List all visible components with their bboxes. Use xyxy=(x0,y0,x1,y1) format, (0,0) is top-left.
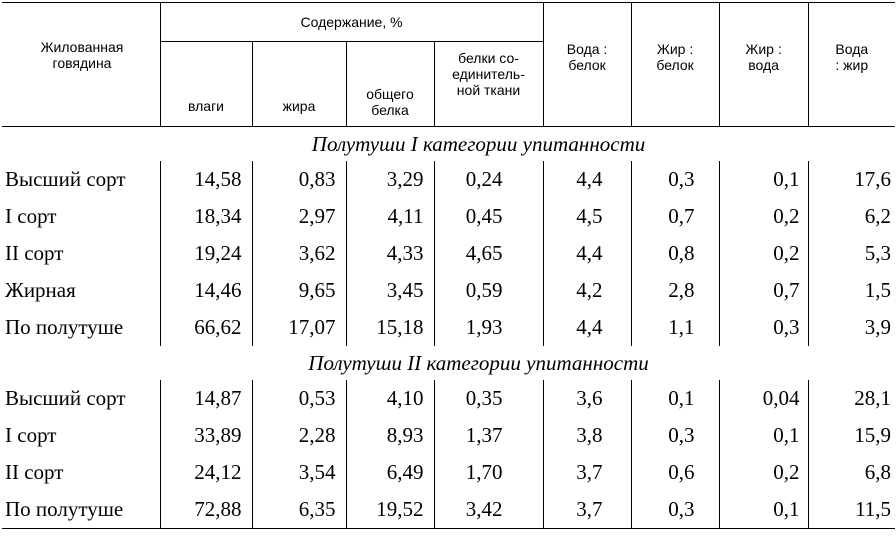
header-moisture: влаги xyxy=(160,42,252,127)
cell-fat: 17,07 xyxy=(252,309,346,346)
cell-water-protein: 4,4 xyxy=(543,235,631,272)
cell-fat-protein: 0,8 xyxy=(631,235,719,272)
composition-table xyxy=(2,2,895,529)
cell-fat-water: 0,2 xyxy=(719,235,808,272)
table-row xyxy=(2,272,895,309)
cell-moisture: 72,88 xyxy=(160,491,252,529)
cell-fat-protein: 0,3 xyxy=(631,161,719,198)
row-name: II сорт xyxy=(5,460,64,484)
table-row xyxy=(2,491,895,529)
section-title: Полутуши I категории упитанности xyxy=(311,131,646,156)
cell-water-protein: 3,7 xyxy=(543,454,631,491)
cell-connective-protein: 1,93 xyxy=(434,309,543,346)
cell-total-protein: 15,18 xyxy=(346,309,434,346)
row-name: Жирная xyxy=(5,278,76,302)
cell-water-protein: 4,5 xyxy=(543,198,631,235)
cell-fat-protein: 1,1 xyxy=(631,309,719,346)
cell-moisture: 14,58 xyxy=(160,161,252,198)
header-fat: жира xyxy=(252,42,346,127)
cell-fat-water: 0,04 xyxy=(719,380,808,417)
section-title: Полутуши II категории упитанности xyxy=(308,350,649,375)
cell-water-fat: 6,2 xyxy=(808,198,895,235)
header-fat-water: Жир : вода xyxy=(719,3,808,127)
cell-water-protein: 3,6 xyxy=(543,380,631,417)
cell-connective-protein: 1,37 xyxy=(434,417,543,454)
cell-fat-protein: 0,7 xyxy=(631,198,719,235)
cell-fat: 2,97 xyxy=(252,198,346,235)
cell-fat: 6,35 xyxy=(252,491,346,529)
cell-water-fat: 3,9 xyxy=(808,309,895,346)
cell-fat-water: 0,1 xyxy=(719,491,808,529)
header-water-protein: Вода : белок xyxy=(543,3,631,127)
cell-connective-protein: 0,45 xyxy=(434,198,543,235)
table-row xyxy=(2,380,895,417)
cell-connective-protein: 0,24 xyxy=(434,161,543,198)
cell-moisture: 24,12 xyxy=(160,454,252,491)
row-name: Высший сорт xyxy=(5,167,126,191)
cell-moisture: 33,89 xyxy=(160,417,252,454)
table-row xyxy=(2,309,895,346)
cell-fat: 0,53 xyxy=(252,380,346,417)
cell-moisture: 66,62 xyxy=(160,309,252,346)
cell-fat-water: 0,3 xyxy=(719,309,808,346)
cell-moisture: 14,87 xyxy=(160,380,252,417)
cell-water-fat: 17,6 xyxy=(808,161,895,198)
header-fat-protein: Жир : белок xyxy=(631,3,719,127)
table-row xyxy=(2,161,895,198)
cell-fat: 2,28 xyxy=(252,417,346,454)
cell-water-fat: 1,5 xyxy=(808,272,895,309)
cell-fat-protein: 0,1 xyxy=(631,380,719,417)
header-total-protein: общего белка xyxy=(346,42,434,127)
cell-moisture: 19,24 xyxy=(160,235,252,272)
row-name: I сорт xyxy=(5,423,57,447)
table-row xyxy=(2,417,895,454)
cell-fat-water: 0,7 xyxy=(719,272,808,309)
cell-fat-protein: 0,3 xyxy=(631,417,719,454)
table-row xyxy=(2,235,895,272)
cell-water-fat: 6,8 xyxy=(808,454,895,491)
cell-moisture: 18,34 xyxy=(160,198,252,235)
cell-water-protein: 4,4 xyxy=(543,309,631,346)
cell-fat-protein: 0,6 xyxy=(631,454,719,491)
cell-water-protein: 4,2 xyxy=(543,272,631,309)
cell-moisture: 14,46 xyxy=(160,272,252,309)
cell-fat: 3,54 xyxy=(252,454,346,491)
cell-connective-protein: 3,42 xyxy=(434,491,543,529)
cell-fat-protein: 2,8 xyxy=(631,272,719,309)
cell-total-protein: 3,45 xyxy=(346,272,434,309)
cell-total-protein: 4,10 xyxy=(346,380,434,417)
cell-fat: 3,62 xyxy=(252,235,346,272)
cell-fat: 9,65 xyxy=(252,272,346,309)
cell-total-protein: 6,49 xyxy=(346,454,434,491)
cell-connective-protein: 4,65 xyxy=(434,235,543,272)
cell-water-fat: 15,9 xyxy=(808,417,895,454)
cell-water-fat: 11,5 xyxy=(808,491,895,529)
cell-fat-protein: 0,3 xyxy=(631,491,719,529)
header-row-label: Жилованная говядина xyxy=(2,3,160,127)
cell-water-protein: 4,4 xyxy=(543,161,631,198)
cell-fat-water: 0,1 xyxy=(719,161,808,198)
cell-total-protein: 19,52 xyxy=(346,491,434,529)
cell-water-protein: 3,7 xyxy=(543,491,631,529)
table-row xyxy=(2,454,895,491)
cell-fat-water: 0,2 xyxy=(719,198,808,235)
cell-fat-water: 0,1 xyxy=(719,417,808,454)
row-name: I сорт xyxy=(5,204,57,228)
row-name: II сорт xyxy=(5,241,64,265)
row-name: По полутуше xyxy=(5,315,124,339)
table-row xyxy=(2,198,895,235)
row-name: Высший сорт xyxy=(5,386,126,410)
cell-water-fat: 5,3 xyxy=(808,235,895,272)
row-name: По полутуше xyxy=(2,491,160,529)
cell-water-protein: 3,8 xyxy=(543,417,631,454)
cell-connective-protein: 1,70 xyxy=(434,454,543,491)
cell-fat-water: 0,2 xyxy=(719,454,808,491)
cell-fat: 0,83 xyxy=(252,161,346,198)
cell-water-fat: 28,1 xyxy=(808,380,895,417)
header-water-fat: Вода : жир xyxy=(808,3,895,127)
header-content-group: Содержание, % xyxy=(160,3,543,42)
cell-connective-protein: 0,59 xyxy=(434,272,543,309)
cell-total-protein: 3,29 xyxy=(346,161,434,198)
cell-connective-protein: 0,35 xyxy=(434,380,543,417)
cell-total-protein: 8,93 xyxy=(346,417,434,454)
header-connective-protein: белки со-единитель-ной ткани xyxy=(434,42,543,127)
cell-total-protein: 4,33 xyxy=(346,235,434,272)
cell-total-protein: 4,11 xyxy=(346,198,434,235)
